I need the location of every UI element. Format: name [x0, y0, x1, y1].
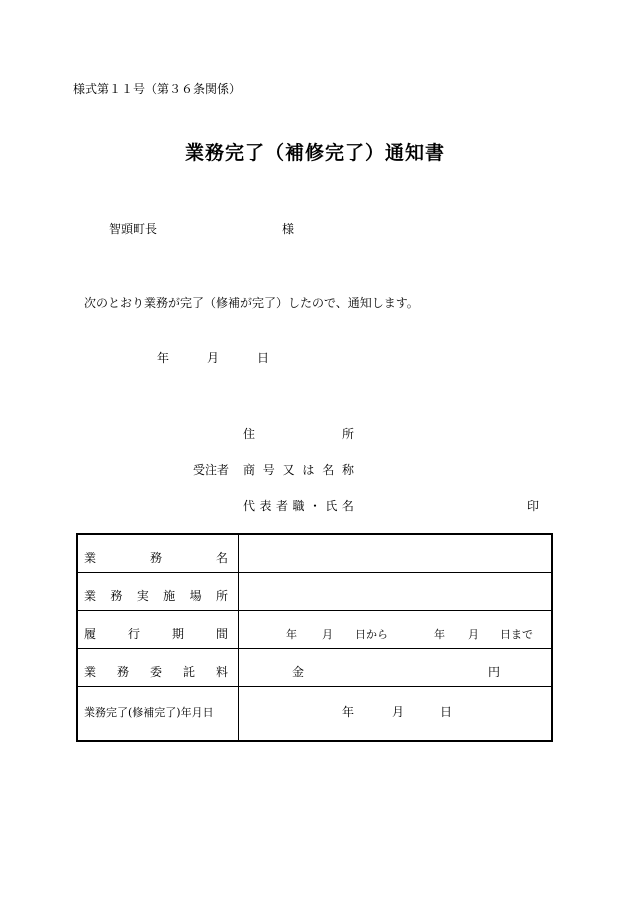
period-start-month: 月: [322, 628, 333, 641]
period-start-day: 日から: [355, 628, 388, 641]
table-row-work-name: [78, 535, 551, 573]
work-details-table: [76, 533, 553, 742]
commission-fee-label: 業 務 委 託 料: [84, 665, 228, 679]
table-row-work-location: [78, 573, 551, 611]
completion-day: 日: [440, 705, 453, 719]
document-title: 業務完了（補修完了）通知書: [184, 142, 445, 164]
period-end-day: 日まで: [500, 628, 533, 641]
seal-mark: 印: [527, 499, 540, 513]
completion-date-label: 業務完了(修補完了)年月日: [84, 706, 214, 719]
addressee-name: 智頭町長: [109, 222, 158, 236]
table-row-performance-period: [78, 611, 551, 649]
fee-suffix: 円: [488, 665, 501, 679]
contractor-name-label: 商 号 又 は 名 称: [243, 463, 354, 477]
intro-text: 次のとおり業務が完了（修補が完了）したので、通知します。: [84, 296, 419, 310]
addressee-honorific: 様: [282, 222, 295, 236]
contractor-group-label: 受注者: [193, 463, 230, 477]
date-year-label: 年: [157, 351, 170, 365]
completion-year: 年: [342, 705, 355, 719]
table-row-commission-fee: [78, 649, 551, 687]
contractor-address-label: 住 所: [243, 427, 354, 441]
date-day-label: 日: [257, 351, 270, 365]
period-start-year: 年: [286, 628, 297, 641]
date-month-label: 月: [207, 351, 220, 365]
work-location-label: 業 務 実 施 場 所: [84, 589, 228, 603]
form-number: 様式第１１号（第３６条関係）: [73, 82, 242, 96]
contractor-representative-label: 代 表 者 職 ・ 氏 名: [243, 499, 354, 513]
period-end-year: 年: [434, 628, 445, 641]
performance-period-label: 履 行 期 間: [84, 627, 228, 641]
table-row-completion-date: [78, 687, 551, 740]
completion-month: 月: [392, 705, 405, 719]
period-end-month: 月: [468, 628, 479, 641]
work-name-label: 業 務 名: [84, 551, 228, 565]
fee-prefix: 金: [292, 665, 305, 679]
